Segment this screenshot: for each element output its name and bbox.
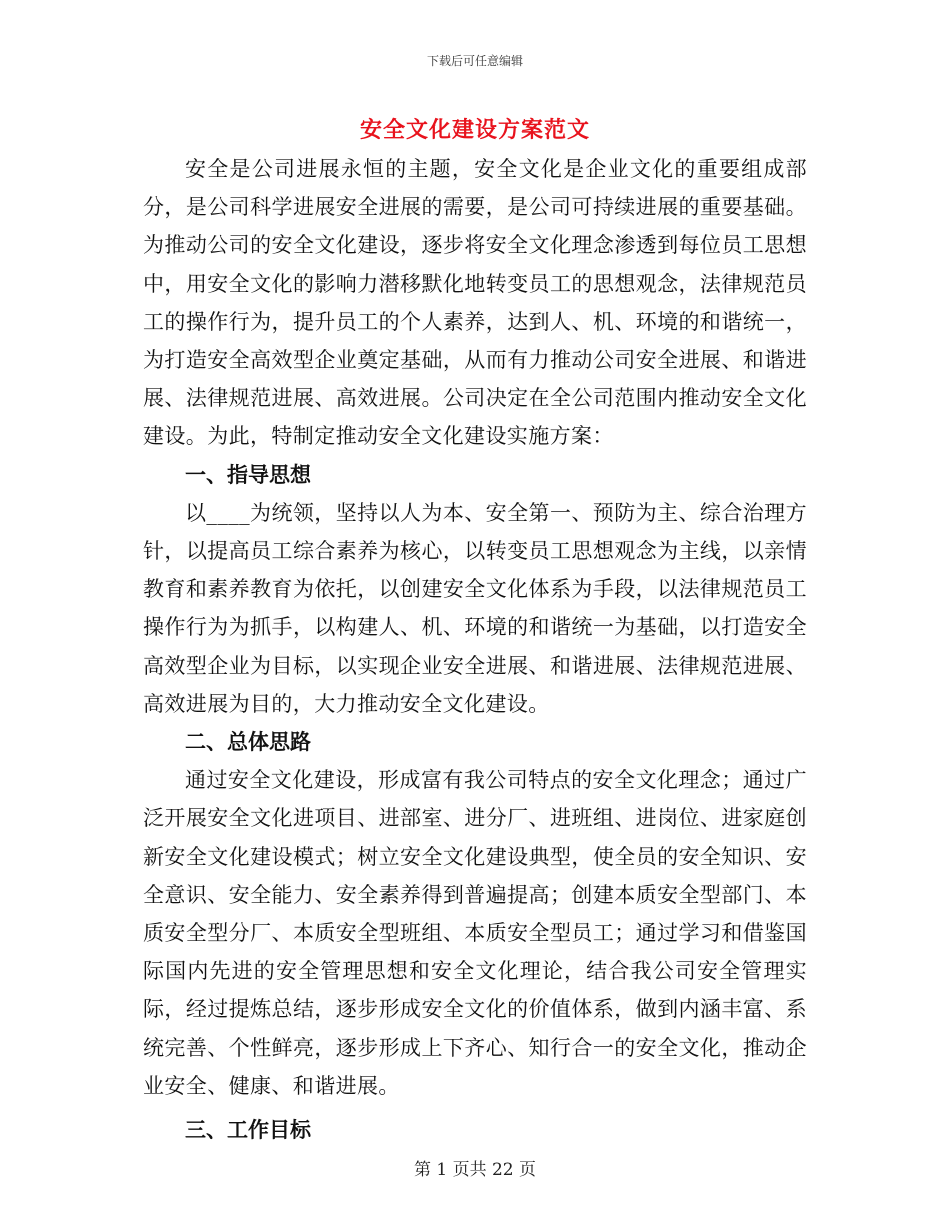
section-body-guiding-ideology: 以____为统领，坚持以人为本、安全第一、预防为主、综合治理方针，以提高员工综合素养为核心，以转变员工思想观念为主线，以亲情教育和素养教育为依托，以创建安全文化体系为手段，以法律规范员工操作行为为抓手，以构建人、机、环境的和谐统一为基础，以打造安全高效型企业为目标，以实现企业安全进展、和谐进展、法律规范进展、高效进展为目的，大力推动安全文化建设。: [143, 500, 807, 716]
document-body: [143, 150, 807, 1149]
intro-paragraph: 安全是公司进展永恒的主题，安全文化是企业文化的重要组成部分，是公司科学进展安全进展的需要，是公司可持续进展的重要基础。为推动公司的安全文化建设，逐步将安全文化理念渗透到每位员工思想中，用安全文化的影响力潜移默化地转变员工的思想观念，法律规范员工的操作行为，提升员工的个人素养，达到人、机、环境的和谐统一，为打造安全高效型企业奠定基础，从而有力推动公司安全进展、和谐进展、法律规范进展、高效进展。公司决定在全公司范围内推动安全文化建设。为此，特制定推动安全文化建设实施方案：: [143, 157, 807, 449]
section-heading-guiding-ideology: 一、指导思想: [185, 461, 311, 487]
section-heading-overall-approach: 二、总体思路: [185, 729, 311, 755]
section-heading-work-goals: 三、工作目标: [185, 1117, 311, 1143]
document-title: 安全文化建设方案范文: [359, 117, 590, 143]
section-body-overall-approach: 通过安全文化建设，形成富有我公司特点的安全文化理念；通过广泛开展安全文化进项目、进部室、进分厂、进班组、进岗位、进家庭创新安全文化建设模式；树立安全文化建设典型，使全员的安全知识、安全意识、安全能力、安全素养得到普遍提高；创建本质安全型部门、本质安全型分厂、本质安全型班组、本质安全型员工；通过学习和借鉴国际国内先进的安全管理思想和安全文化理论，结合我公司安全管理实际，经过提炼总结，逐步形成安全文化的价值体系，做到内涵丰富、系统完善、个性鲜亮，逐步形成上下齐心、知行合一的安全文化，推动企业安全、健康、和谐进展。: [143, 768, 807, 1098]
header-note: 下载后可任意编辑: [426, 54, 523, 68]
page-number: 第 1 页共 22 页: [413, 1160, 537, 1180]
